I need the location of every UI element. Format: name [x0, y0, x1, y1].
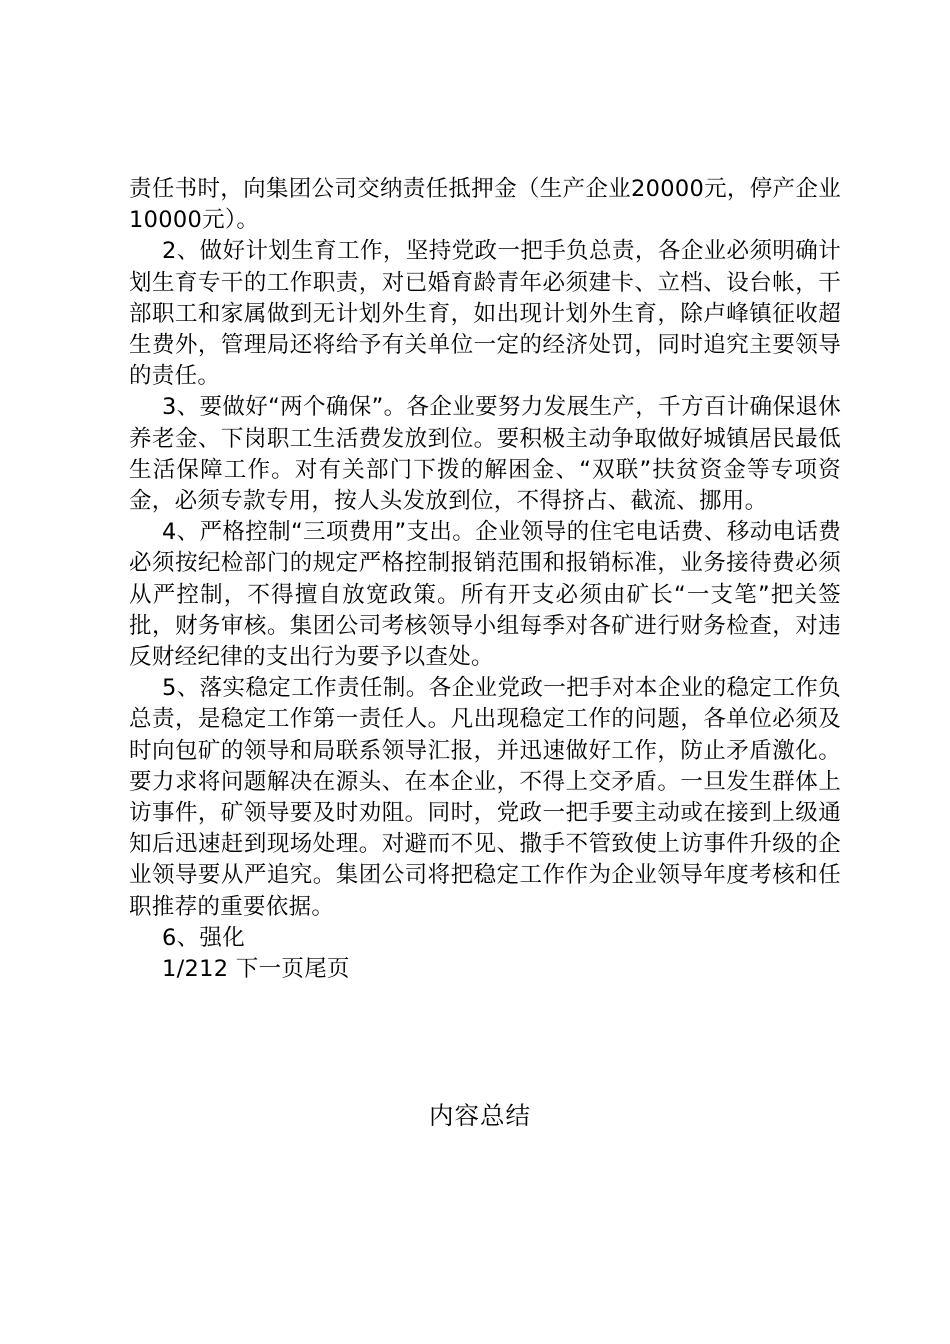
summary-heading: 内容总结 [429, 1101, 531, 1130]
last-page-link[interactable]: 尾页 [304, 956, 350, 983]
paragraph-continuation: 责任书时，向集团公司交纳责任抵押金（生产企业20000元，停产企业10000元）。 [129, 176, 841, 234]
paragraph-three-expenses: 4、严格控制“三项费用”支出。企业领导的住宅电话费、移动电话费必须按纪检部门的规定严格控制报销范围和报销标准，业务接待费必须从严控制，不得擅自放宽政策。所有开支必须由矿长“一支笔”把关签批，财务审核。集团公司考核领导小组每季对各矿进行财务检查，对违反财经纪律的支出行为要予以查处。 [129, 519, 841, 671]
pagination [129, 954, 841, 985]
paragraph-family-planning: 2、做好计划生育工作，坚持党政一把手负总责，各企业必须明确计划生育专干的工作职责，对已婚育龄青年必须建卡、立档、设台帐，干部职工和家属做到无计划外生育，如出现计划外生育，除卢峰镇征收超生费外，管理局还将给予有关单位一定的经济处罚，同时追究主要领导的责任。 [129, 238, 841, 390]
paragraph-stability-responsibility: 5、落实稳定工作责任制。各企业党政一把手对本企业的稳定工作负总责，是稳定工作第一责任人。凡出现稳定工作的问题，各单位必须及时向包矿的领导和局联系领导汇报，并迅速做好工作，防止矛盾激化。要力求将问题解决在源头、在本企业，不得上交矛盾。一旦发生群体上访事件，矿领导要及时劝阻。同时，党政一把手要主动或在接到上级通知后迅速赶到现场处理。对避而不见、撒手不管致使上访事件升级的企业领导要从严追究。集团公司将把稳定工作作为企业领导年度考核和任职推荐的重要依据。 [129, 675, 841, 920]
page-indicator: 1/212 [162, 956, 229, 983]
next-page-link[interactable]: 下一页 [235, 956, 305, 983]
paragraph-strengthen: 6、强化 [162, 924, 246, 951]
paragraph-two-guarantees: 3、要做好“两个确保”。各企业要努力发展生产，千方百计确保退休养老金、下岗职工生活费发放到位。要积极主动争取做好城镇居民最低生活保障工作。对有关部门下拨的解困金、“双联”扶贫资金等专项资金，必须专款专用，按人头发放到位，不得挤占、截流、挪用。 [129, 394, 841, 515]
document-body [129, 174, 841, 985]
